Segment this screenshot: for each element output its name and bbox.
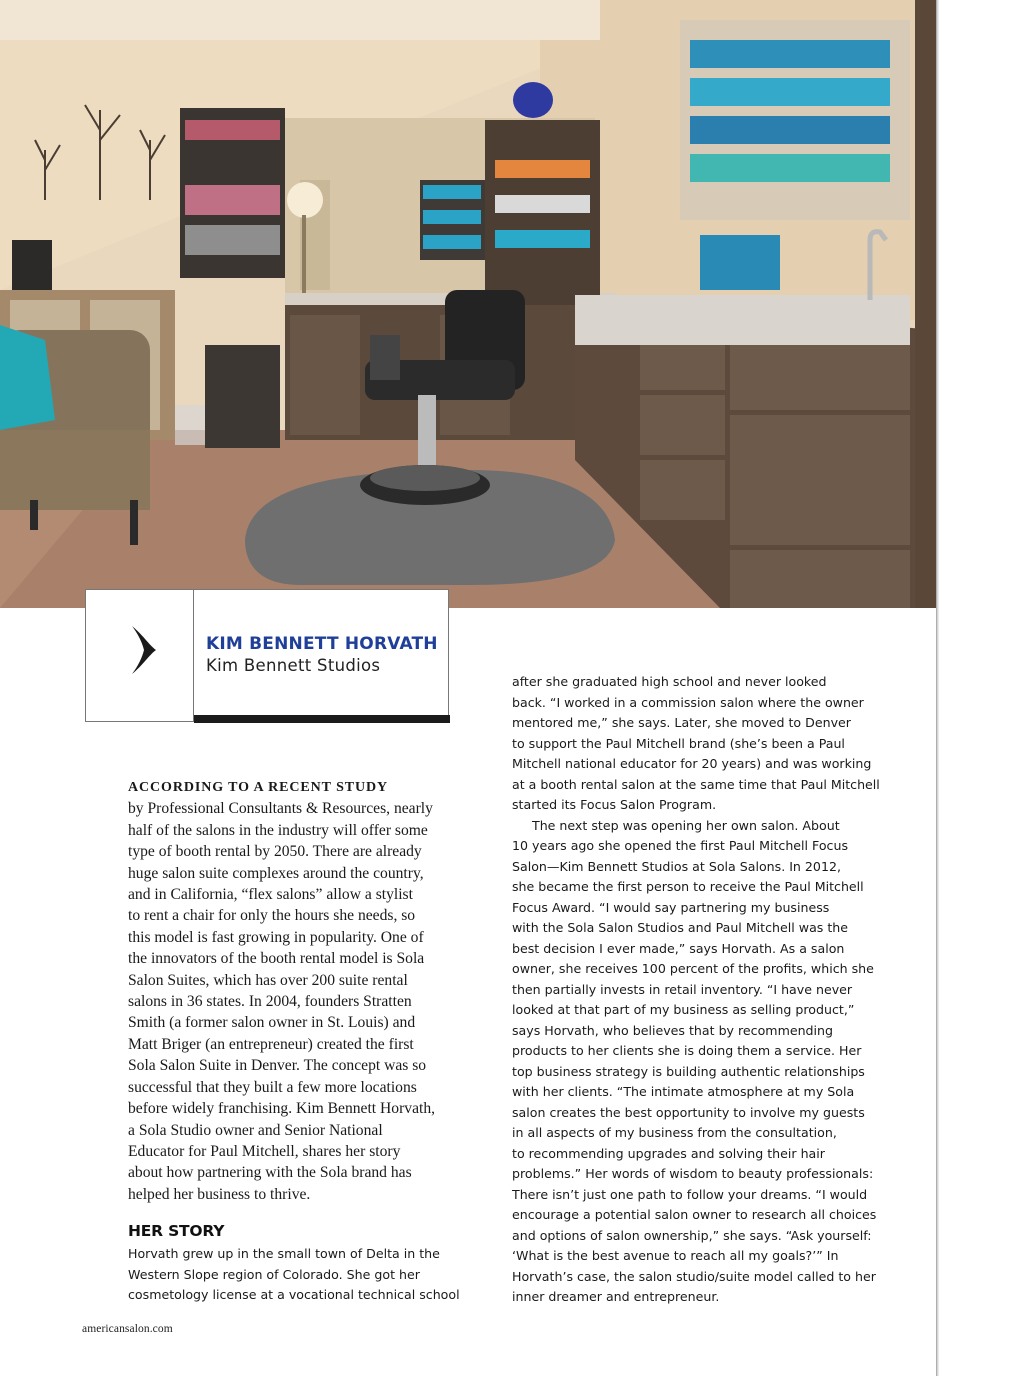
box-underline-bar [194, 715, 450, 723]
body-line: owner, she receives 100 percent of the profits, which she [512, 961, 874, 976]
intro-line: by Professional Consultants & Resources, nearly [128, 800, 433, 818]
intro-line: type of booth rental by 2050. There are already [128, 843, 422, 861]
box-divider [193, 590, 194, 722]
author-name-box [85, 589, 449, 722]
body-line: salon creates the best opportunity to involve my guests [512, 1104, 865, 1120]
body-line: Focus Award. “I would say partnering my business [512, 899, 830, 915]
body-line: with the Sola Salon Studios and Paul Mitchell was the [512, 920, 849, 935]
body-line: back. “I worked in a commission salon where the owner [512, 694, 864, 710]
intro-line: salons in 36 states. In 2004, founders Stratten [128, 993, 412, 1011]
intro-lead: ACCORDING TO A RECENT STUDY [128, 780, 389, 795]
salon-suite-photo [0, 0, 936, 608]
body-line: inner dreamer and entrepreneur. [512, 1289, 720, 1304]
intro-line: Salon Suites, which has over 200 suite rental [128, 971, 408, 989]
body-line: Mitchell national educator for 20 years) and was working [512, 756, 872, 771]
intro-paragraph [128, 777, 480, 1205]
intro-line: and in California, “flex salons” allow a stylist [128, 886, 413, 904]
body-line: to recommending upgrades and solving their hair [512, 1145, 825, 1161]
body-line: 10 years ago she opened the first Paul Mitchell Focus [512, 838, 849, 853]
body-line: There isn’t just one path to follow your dreams. “I would [512, 1186, 868, 1202]
body-line: started its Focus Salon Program. [512, 797, 717, 812]
body-line: and options of salon ownership,” she says. “Ask yourself: [512, 1227, 872, 1243]
body-line: problems.” Her words of wisdom to beauty professionals: [512, 1166, 874, 1181]
intro-line: helped her business to thrive. [128, 1185, 311, 1203]
intro-line: this model is fast growing in popularity. One of [128, 928, 424, 946]
body-line: encourage a potential salon owner to research all choices [512, 1207, 877, 1222]
body-line: to support the Paul Mitchell brand (she’s been a Paul [512, 735, 845, 751]
intro-line: huge salon suite complexes around the country, [128, 864, 424, 882]
body-line: Western Slope region of Colorado. She got her [128, 1266, 420, 1282]
body-line: best decision I ever made,” says Horvath. As a salon [512, 940, 845, 956]
her-story-col1 [128, 1244, 468, 1306]
body-line: Horvath’s case, the salon studio/suite model called to her [512, 1268, 876, 1284]
intro-line: to rent a chair for only the hours she needs, so [128, 907, 416, 925]
intro-line: Smith (a former salon owner in St. Louis) and [128, 1014, 416, 1032]
body-line: then partially invests in retail inventory. “I have never [512, 981, 853, 997]
body-line: she became the first person to receive the Paul Mitchell [512, 879, 864, 894]
intro-line: the innovators of the booth rental model is Sola [128, 950, 425, 968]
intro-line: about how partnering with the Sola brand has [128, 1164, 412, 1182]
intro-line: Matt Briger (an entrepreneur) created the first [128, 1035, 414, 1053]
body-line: Horvath grew up in the small town of Delta in the [128, 1246, 440, 1261]
body-line: in all aspects of my business from the consultation, [512, 1125, 837, 1140]
body-line: top business strategy is building authentic relationships [512, 1063, 865, 1079]
intro-line: before widely franchising. Kim Bennett Horvath, [128, 1100, 436, 1118]
body-line: Salon—Kim Bennett Studios at Sola Salons. In 2012, [512, 858, 841, 874]
body-line: mentored me,” she says. Later, she moved to Denver [512, 715, 851, 730]
body-line: at a booth rental salon at the same time that Paul Mitchell [512, 776, 880, 792]
profile-studio: Kim Bennett Studios [206, 656, 381, 675]
intro-line: Sola Salon Suite in Denver. The concept was so [128, 1057, 427, 1075]
chevron-right-icon [126, 622, 166, 678]
section-heading: HER STORY [128, 1222, 225, 1240]
her-story-col2 [512, 672, 880, 1308]
page-gutter [936, 0, 939, 1376]
body-line: says Horvath, who believes that by recommending [512, 1022, 834, 1038]
profile-name: KIM BENNETT HORVATH [206, 634, 438, 654]
footer-site-url: americansalon.com [82, 1323, 173, 1335]
body-line: looked at that part of my business as selling product,” [512, 1002, 855, 1017]
body-line: The next step was opening her own salon. About [532, 817, 840, 833]
intro-line: a Sola Studio owner and Senior National [128, 1121, 383, 1139]
intro-line: successful that they built a few more locations [128, 1078, 417, 1096]
body-line: products to her clients she is doing them a service. Her [512, 1043, 862, 1058]
intro-line: Educator for Paul Mitchell, shares her story [128, 1142, 401, 1160]
body-line: ‘What is the best avenue to reach all my goals?’” In [512, 1248, 839, 1263]
body-line: cosmetology license at a vocational technical school [128, 1287, 460, 1302]
body-line: after she graduated high school and never looked [512, 674, 827, 689]
body-line: with her clients. “The intimate atmosphere at my Sola [512, 1084, 855, 1099]
intro-line: half of the salons in the industry will offer some [128, 821, 428, 839]
